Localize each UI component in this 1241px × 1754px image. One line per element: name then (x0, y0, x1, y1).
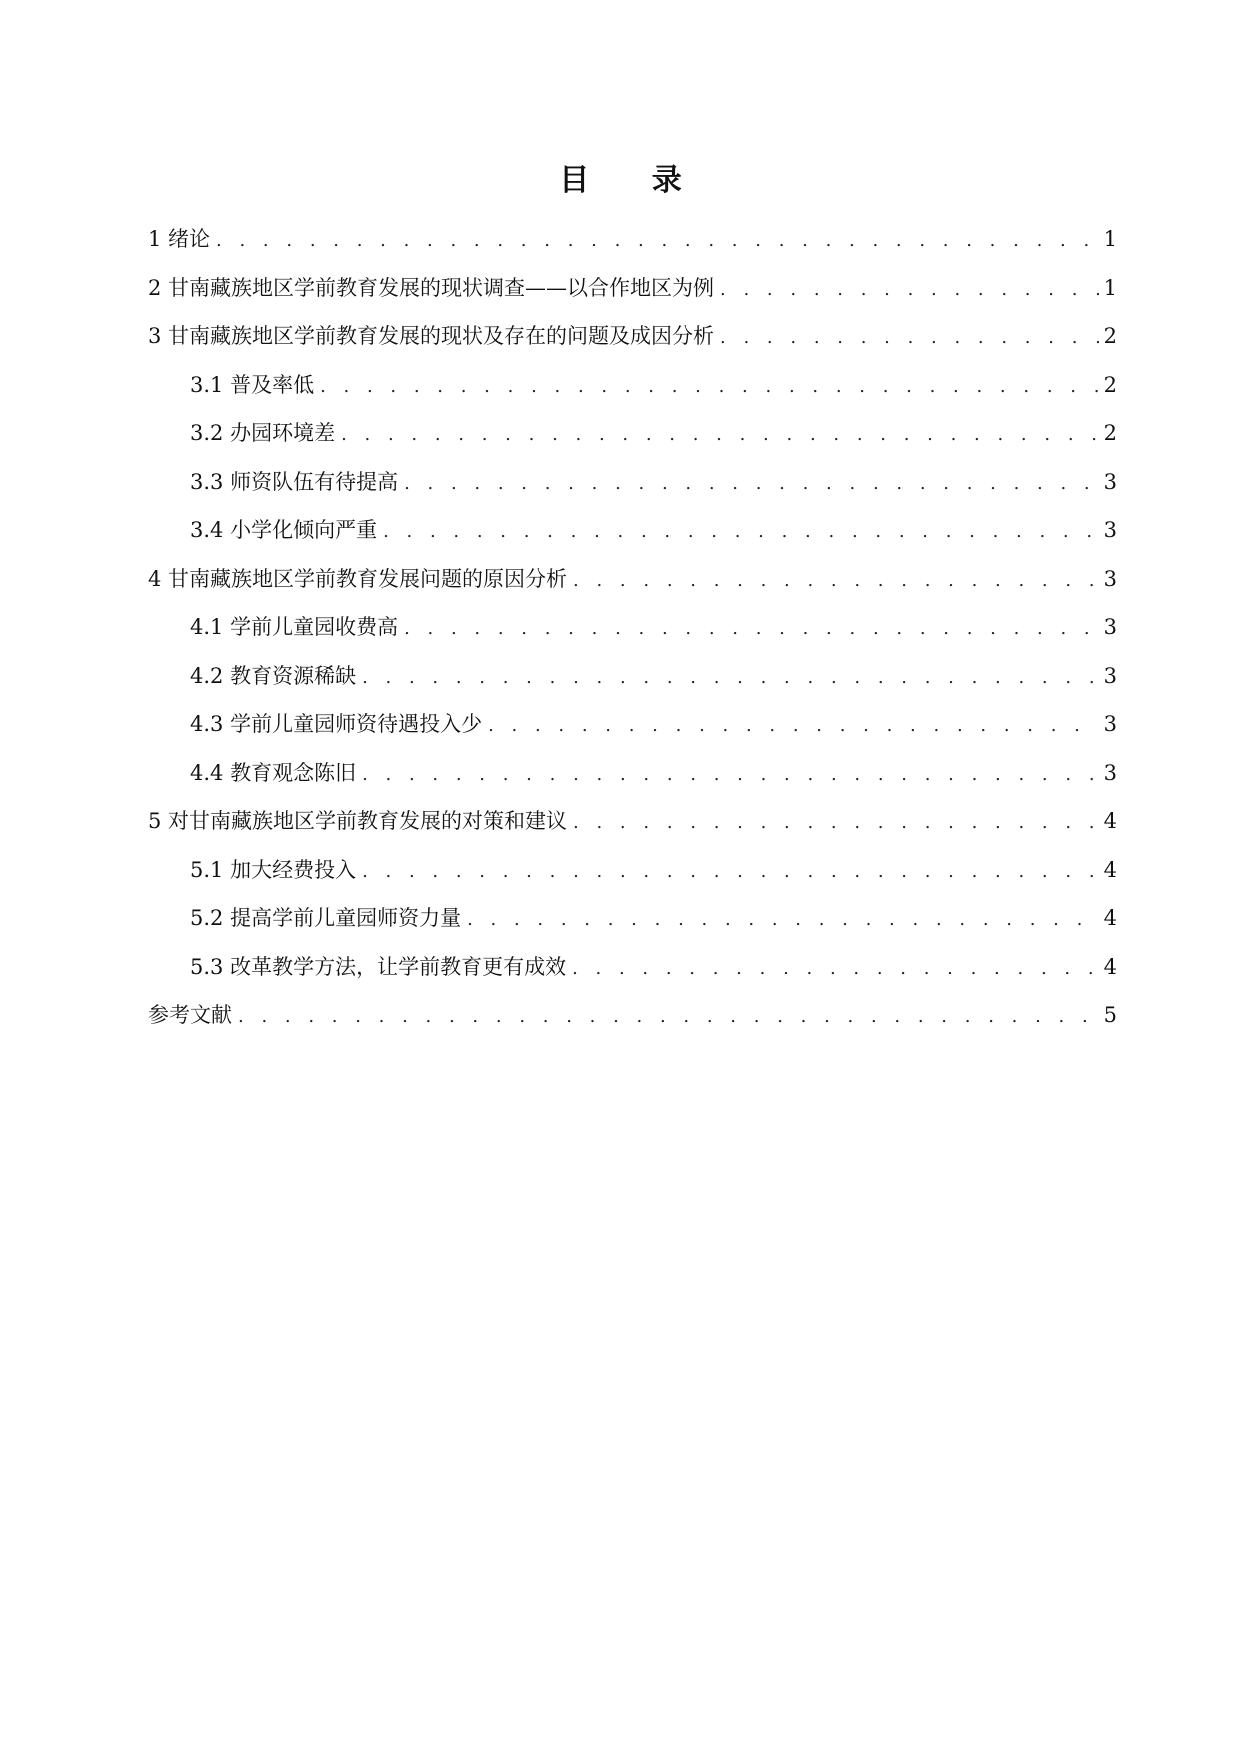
toc-entry-label: 5.3 改革教学方法，让学前教育更有成效 (190, 954, 567, 979)
toc-entry-label: 1 绪论 (148, 227, 211, 251)
dot-leader (362, 751, 1099, 800)
dot-leader (467, 896, 1099, 945)
dot-leader (404, 460, 1099, 509)
dot-leader (404, 605, 1099, 654)
dot-leader (720, 314, 1099, 363)
dot-leader (383, 508, 1099, 557)
toc-entry-label: 3.1 普及率低 (190, 372, 315, 397)
toc-entry-page-number: 2 (1103, 421, 1117, 445)
dot-leader (216, 217, 1099, 266)
toc-entry-label: 5 对甘南藏族地区学前教育发展的对策和建议 (148, 809, 568, 833)
toc-entry-4[interactable] (148, 555, 1117, 604)
toc-entry-label: 3.3 师资队伍有待提高 (190, 469, 399, 494)
table-of-contents (148, 215, 1117, 1040)
toc-entry-4-3[interactable] (148, 700, 1117, 749)
toc-entry-3-1[interactable] (148, 361, 1117, 410)
toc-entry-label: 3.2 办园环境差 (190, 421, 336, 445)
toc-entry-label: 参考文献 (148, 1003, 232, 1027)
toc-entry-label: 4.2 教育资源稀缺 (190, 663, 357, 688)
toc-entry-label: 5.2 提高学前儿童园师资力量 (190, 906, 462, 930)
toc-entry-label: 3 甘南藏族地区学前教育发展的现状及存在的问题及成因分析 (148, 324, 715, 348)
dot-leader (573, 799, 1099, 848)
toc-entry-5-1[interactable] (148, 846, 1117, 895)
toc-entry-label: 4.3 学前儿童园师资待遇投入少 (190, 712, 483, 736)
toc-entry-page-number: 3 (1103, 712, 1117, 736)
dot-leader (720, 266, 1099, 315)
toc-entry-page-number: 3 (1103, 663, 1117, 688)
toc-entry-4-4[interactable] (148, 749, 1117, 798)
dot-leader (320, 363, 1099, 412)
toc-entry-label: 4.4 教育观念陈旧 (190, 760, 357, 785)
toc-entry-page-number: 4 (1103, 857, 1117, 882)
dot-leader (362, 848, 1099, 897)
dot-leader (362, 654, 1099, 703)
dot-leader (238, 993, 1099, 1042)
toc-entry-references[interactable] (148, 991, 1117, 1040)
dot-leader (573, 557, 1099, 606)
toc-entry-label: 5.1 加大经费投入 (190, 857, 357, 882)
toc-entry-page-number: 1 (1103, 227, 1117, 251)
toc-entry-3-4[interactable] (148, 506, 1117, 555)
toc-entry-3-2[interactable] (148, 409, 1117, 458)
toc-entry-label: 3.4 小学化倾向严重 (190, 518, 378, 542)
toc-entry-5-3[interactable] (148, 943, 1117, 992)
toc-entry-label: 4 甘南藏族地区学前教育发展问题的原因分析 (148, 566, 568, 591)
toc-entry-5-2[interactable] (148, 894, 1117, 943)
toc-entry-3[interactable] (148, 312, 1117, 361)
toc-entry-page-number: 3 (1103, 518, 1117, 542)
toc-entry-4-1[interactable] (148, 603, 1117, 652)
toc-entry-page-number: 3 (1103, 469, 1117, 494)
toc-title: 目 录 (559, 163, 708, 198)
toc-entry-2[interactable] (148, 264, 1117, 313)
toc-entry-page-number: 4 (1103, 954, 1117, 979)
toc-entry-page-number: 3 (1103, 760, 1117, 785)
dot-leader (341, 411, 1099, 460)
toc-entry-3-3[interactable] (148, 458, 1117, 507)
toc-entry-4-2[interactable] (148, 652, 1117, 701)
toc-entry-page-number: 3 (1103, 566, 1117, 591)
dot-leader (488, 702, 1099, 751)
toc-entry-page-number: 5 (1103, 1003, 1117, 1027)
toc-entry-label: 2 甘南藏族地区学前教育发展的现状调查——以合作地区为例 (148, 275, 715, 300)
dot-leader (572, 945, 1099, 994)
toc-entry-page-number: 3 (1103, 615, 1117, 639)
toc-entry-page-number: 4 (1103, 809, 1117, 833)
toc-entry-label: 4.1 学前儿童园收费高 (190, 615, 399, 639)
toc-entry-page-number: 2 (1103, 372, 1117, 397)
toc-entry-5[interactable] (148, 797, 1117, 846)
toc-entry-page-number: 2 (1103, 324, 1117, 348)
toc-entry-page-number: 4 (1103, 906, 1117, 930)
toc-entry-1[interactable] (148, 215, 1117, 264)
toc-entry-page-number: 1 (1103, 275, 1117, 300)
